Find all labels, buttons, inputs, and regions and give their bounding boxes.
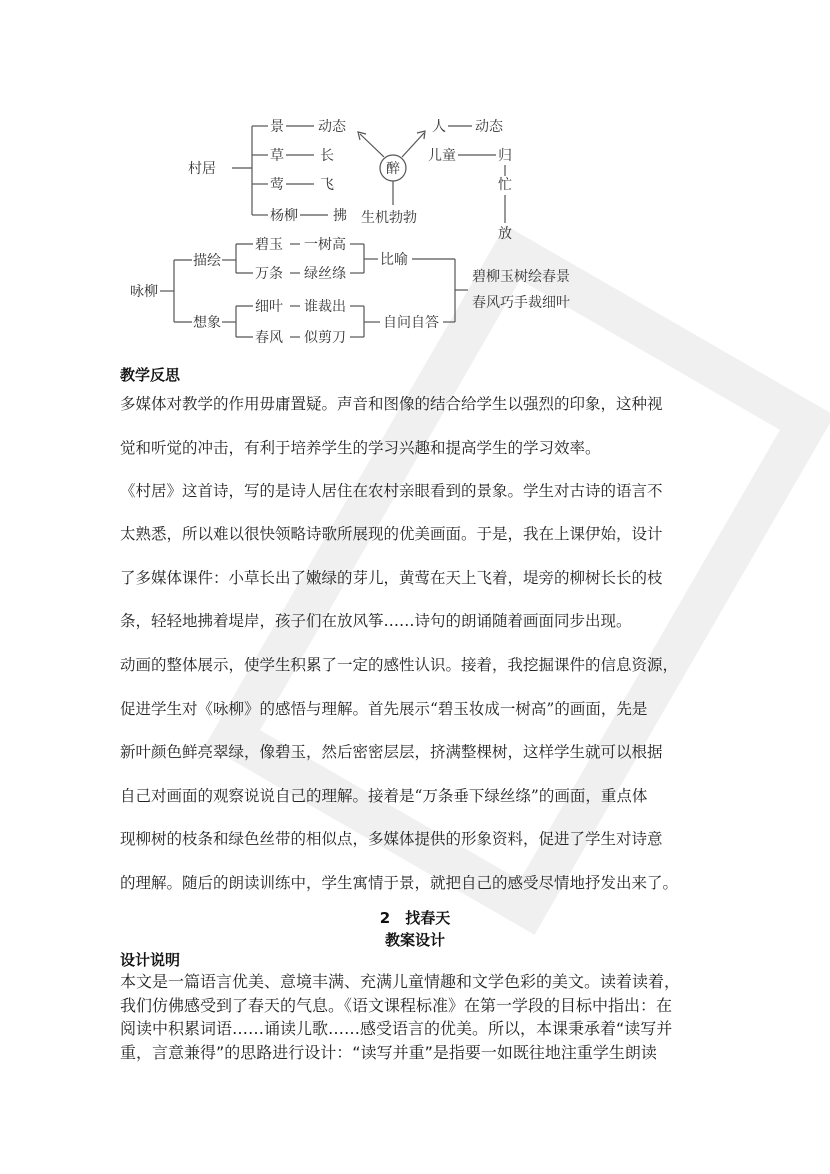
pair-a: 碧玉 [255, 237, 283, 253]
reflection-line: 了多媒体课件：小草长出了嫩绿的芽儿，黄莺在天上飞着，堤旁的柳树长长的枝 [120, 569, 663, 587]
branch-value: 长 [320, 148, 334, 164]
biyu-label: 比喻 [380, 252, 408, 268]
summary-line: 春风巧手裁细叶 [472, 295, 570, 311]
reflection-line: 太熟悉，所以难以很快领略诗歌所展现的优美画面。于是，我在上课伊始，设计 [120, 525, 663, 543]
pair-a: 细叶 [255, 299, 283, 315]
lesson-subtitle: 教案设计 [384, 931, 445, 949]
ertong-value: 放 [498, 226, 512, 242]
summary-line: 碧柳玉树绘春景 [472, 269, 570, 285]
branch-value: 拂 [333, 208, 347, 224]
reflection-line: 觉和听觉的冲击，有利于培养学生的学习兴趣和提高学生的学习效率。 [120, 439, 601, 457]
lesson-line: 本文是一篇语言优美、意境丰满、充满儿童情趣和文学色彩的美文。读着读着， [120, 972, 681, 991]
ertong-value: 归 [498, 148, 512, 164]
pair-b: 似剪刀 [304, 330, 346, 346]
reflection-line: 《村居》这首诗，写的是诗人居住在农村亲眼看到的景象。学生对古诗的语言不 [120, 482, 663, 500]
reflection-line: 多媒体对教学的作用毋庸置疑。声音和图像的结合给学生以强烈的印象，这种视 [120, 395, 663, 413]
lesson-line: 阅读中积累词语……诵读儿歌……感受语言的优美。所以，本课秉承着“读写并 [120, 1019, 673, 1038]
branch-key: 草 [270, 148, 284, 164]
reflection-line: 的理解。随后的朗读训练中，学生寓情于景，就把自己的感受尽情地抒发出来了。 [120, 874, 679, 892]
pair-a: 春风 [255, 330, 283, 346]
lesson-title: 2 找春天 [379, 909, 451, 927]
ren-value: 动态 [475, 119, 503, 135]
section-heading: 设计说明 [120, 951, 181, 969]
reflection-line: 条，轻轻地拂着堤岸，孩子们在放风筝……诗句的朗诵随着画面同步出现。 [120, 612, 632, 630]
diagram-bottom: 生机勃勃 [361, 210, 417, 226]
xiangxiang-label: 想象 [193, 315, 221, 331]
branch-key: 莺 [270, 177, 284, 193]
reflection-line: 新叶颜色鲜亮翠绿，像碧玉，然后密密层层，挤满整棵树，这样学生就可以根据 [120, 743, 663, 761]
branch-value: 飞 [320, 177, 334, 193]
diagram-root-yongliu: 咏柳 [130, 284, 158, 300]
ren-label: 人 [432, 119, 446, 135]
reflection-line: 自己对画面的观察说说自己的理解。接着是“万条垂下绿丝绦”的画面，重点体 [120, 787, 648, 805]
reflection-heading: 教学反思 [120, 366, 181, 384]
ertong-value: 忙 [498, 177, 512, 193]
reflection-line: 动画的整体展示，使学生积累了一定的感性认识。接着，我挖掘课件的信息资源， [120, 656, 679, 674]
reflection-line: 现柳树的枝条和绿色丝带的相似点，多媒体提供的形象资料，促进了学生对诗意 [120, 830, 663, 848]
concept-diagram [0, 0, 830, 360]
diagram-center: 醉 [386, 161, 400, 177]
branch-key: 杨柳 [270, 208, 298, 224]
pair-a: 万条 [255, 266, 283, 282]
ziwen-label: 自问自答 [383, 315, 439, 331]
branch-key: 景 [270, 119, 284, 135]
branch-value: 动态 [318, 119, 346, 135]
miaohui-label: 描绘 [193, 253, 221, 269]
reflection-line: 促进学生对《咏柳》的感悟与理解。首先展示“碧玉妆成一树高”的画面，先是 [120, 700, 648, 718]
diagram-root-cunju: 村居 [188, 161, 216, 177]
ertong-label: 儿童 [428, 148, 456, 164]
pair-b: 绿丝绦 [304, 266, 346, 282]
lesson-line: 重，言意兼得”的思路进行设计：“读写并重”是指要一如既往地注重学生朗读 [120, 1043, 657, 1062]
pair-b: 谁裁出 [304, 299, 346, 315]
pair-b: 一树高 [304, 237, 346, 253]
lesson-line: 我们仿佛感受到了春天的气息。《语文课程标准》在第一学段的目标中指出：在 [120, 996, 673, 1015]
